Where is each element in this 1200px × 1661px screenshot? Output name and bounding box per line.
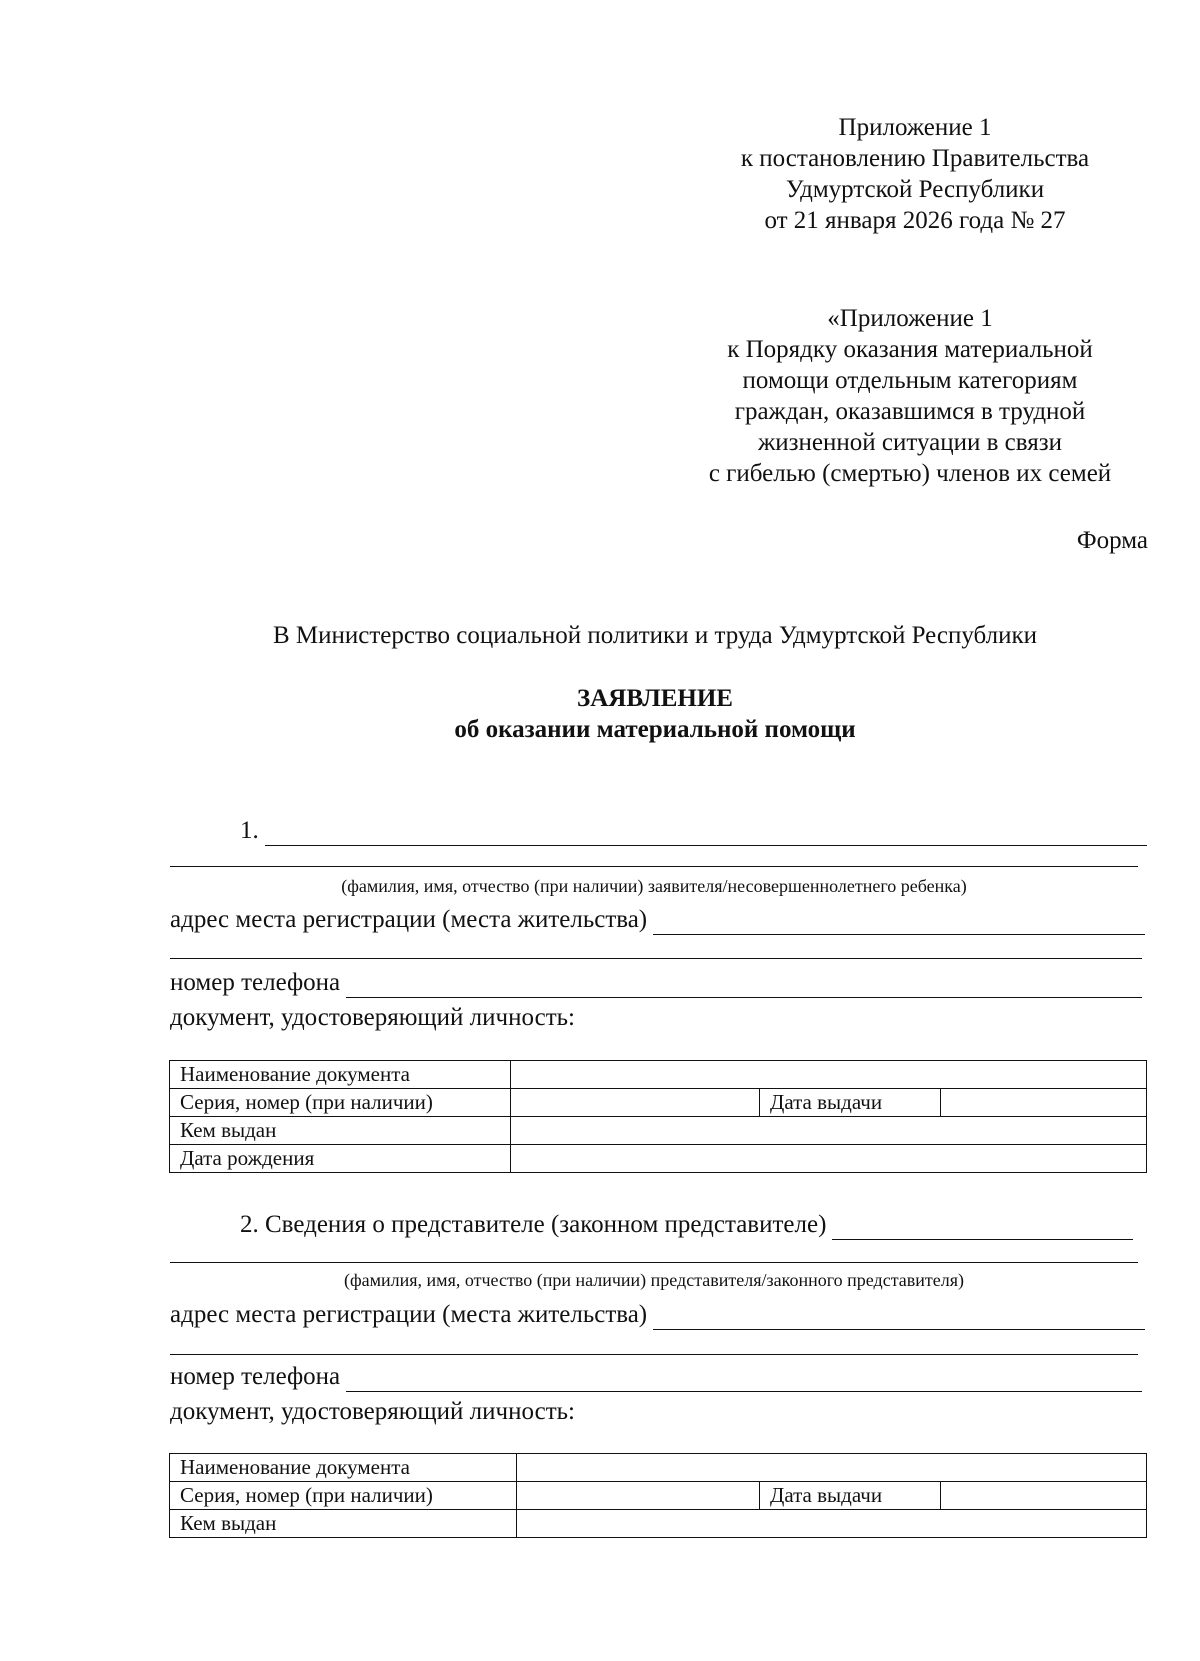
birth-date-label: Дата рождения bbox=[170, 1145, 511, 1173]
address-label: адрес места регистрации (места жительства) bbox=[170, 906, 648, 933]
section-2-heading-row bbox=[240, 1210, 1133, 1240]
table-row bbox=[170, 1061, 1147, 1089]
section-2-heading: 2. Сведения о представителе (законном представителе) bbox=[240, 1211, 827, 1238]
issued-by-value[interactable] bbox=[511, 1117, 1147, 1145]
appendix-1-header bbox=[690, 112, 1140, 236]
appendix-1-line: к постановлению Правительства bbox=[740, 145, 1090, 172]
issue-date-value[interactable] bbox=[941, 1482, 1147, 1510]
applicant-id-table bbox=[169, 1060, 1147, 1173]
representative-name-caption: (фамилия, имя, отчество (при наличии) представителя/законного представителя) bbox=[343, 1270, 965, 1290]
appendix-procedure-line: жизненной ситуации в связи bbox=[758, 429, 1062, 456]
applicant-name-field-line2[interactable] bbox=[170, 866, 1138, 867]
series-label: Серия, номер (при наличии) bbox=[170, 1482, 517, 1510]
table-row bbox=[170, 1482, 1147, 1510]
section-1-name-row bbox=[240, 816, 1147, 846]
doc-name-label: Наименование документа bbox=[170, 1454, 517, 1482]
applicant-name-caption: (фамилия, имя, отчество (при наличии) заявителя/несовершеннолетнего ребенка) bbox=[341, 876, 967, 896]
issued-by-value[interactable] bbox=[517, 1510, 1147, 1538]
issue-date-label: Дата выдачи bbox=[760, 1482, 941, 1510]
table-row bbox=[170, 1145, 1147, 1173]
section-1-number: 1. bbox=[240, 817, 259, 844]
appendix-procedure-header bbox=[670, 303, 1150, 489]
appendix-1-line: от 21 января 2026 года № 27 bbox=[764, 207, 1066, 234]
appendix-procedure-line: с гибелью (смертью) членов их семей bbox=[708, 460, 1112, 487]
representative-phone-field[interactable] bbox=[346, 1365, 1142, 1392]
id-document-label: документ, удостоверяющий личность: bbox=[170, 1004, 575, 1031]
document-title-block bbox=[0, 683, 1200, 745]
issue-date-value[interactable] bbox=[941, 1089, 1147, 1117]
applicant-address-field-line2[interactable] bbox=[170, 958, 1142, 959]
series-label: Серия, номер (при наличии) bbox=[170, 1089, 511, 1117]
document-title: ЗАЯВЛЕНИЕ bbox=[577, 685, 733, 712]
section-2-phone-row bbox=[170, 1362, 1142, 1392]
doc-name-label: Наименование документа bbox=[170, 1061, 511, 1089]
series-value[interactable] bbox=[517, 1482, 760, 1510]
appendix-procedure-line: помощи отдельным категориям bbox=[742, 367, 1078, 394]
issued-by-label: Кем выдан bbox=[170, 1510, 517, 1538]
birth-date-value[interactable] bbox=[511, 1145, 1147, 1173]
issued-by-label: Кем выдан bbox=[170, 1117, 511, 1145]
doc-name-value[interactable] bbox=[511, 1061, 1147, 1089]
appendix-procedure-line: к Порядку оказания материальной bbox=[727, 336, 1093, 363]
table-row bbox=[170, 1117, 1147, 1145]
applicant-name-field[interactable] bbox=[265, 819, 1147, 846]
document-subtitle: об оказании материальной помощи bbox=[454, 716, 856, 743]
id-document-label: документ, удостоверяющий личность: bbox=[170, 1398, 575, 1425]
section-1-address-row bbox=[170, 905, 1145, 935]
applicant-address-field[interactable] bbox=[653, 908, 1145, 935]
table-row bbox=[170, 1089, 1147, 1117]
representative-name-field[interactable] bbox=[832, 1213, 1133, 1240]
appendix-1-line: Приложение 1 bbox=[838, 114, 992, 141]
appendix-procedure-line: «Приложение 1 bbox=[827, 305, 993, 332]
form-label: Форма bbox=[1076, 527, 1148, 554]
issue-date-label: Дата выдачи bbox=[760, 1089, 941, 1117]
appendix-procedure-line: граждан, оказавшимся в трудной bbox=[734, 398, 1086, 425]
phone-label: номер телефона bbox=[170, 969, 341, 996]
series-value[interactable] bbox=[511, 1089, 760, 1117]
representative-address-field[interactable] bbox=[653, 1303, 1145, 1330]
representative-id-table bbox=[169, 1453, 1147, 1538]
section-2-address-row bbox=[170, 1300, 1145, 1330]
applicant-phone-field[interactable] bbox=[346, 971, 1142, 998]
doc-name-value[interactable] bbox=[517, 1454, 1147, 1482]
addressee: В Министерство социальной политики и труда Удмуртской Республики bbox=[272, 622, 1038, 649]
section-1-phone-row bbox=[170, 968, 1142, 998]
phone-label: номер телефона bbox=[170, 1363, 341, 1390]
table-row bbox=[170, 1510, 1147, 1538]
representative-name-field-line2[interactable] bbox=[170, 1262, 1138, 1263]
appendix-1-line: Удмуртской Республики bbox=[785, 176, 1045, 203]
address-label: адрес места регистрации (места жительства) bbox=[170, 1301, 648, 1328]
representative-address-field-line2[interactable] bbox=[170, 1354, 1138, 1355]
table-row bbox=[170, 1454, 1147, 1482]
